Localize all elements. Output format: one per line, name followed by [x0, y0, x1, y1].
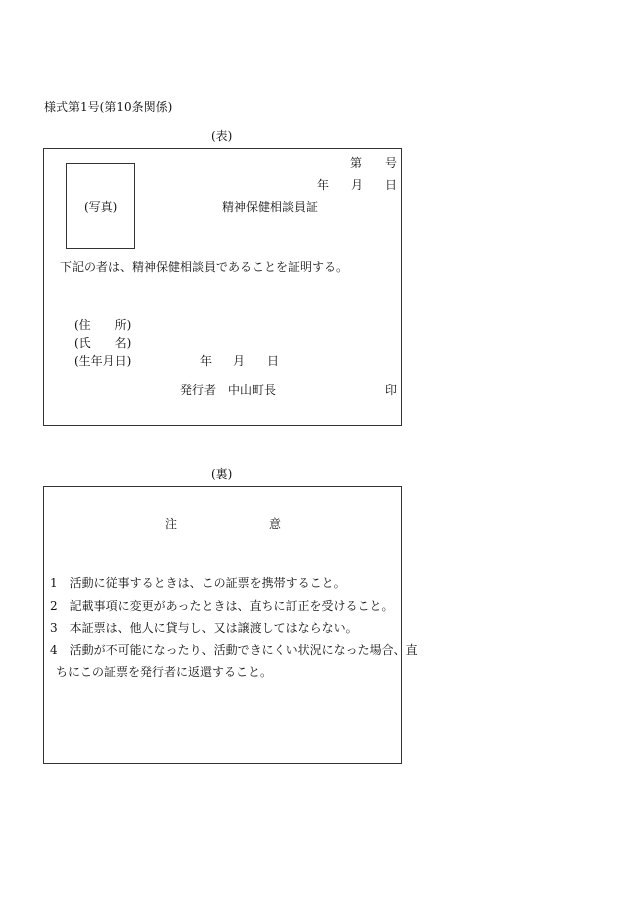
birth-label: (生年月日)	[74, 354, 132, 368]
issuer: 発行者 中山町長	[180, 383, 277, 397]
birth-month: 月	[233, 354, 246, 368]
front-card	[43, 148, 402, 426]
notice-item-1: 1 活動に従事するときは、この証票を携帯すること。	[50, 576, 346, 590]
form-title: 様式第1号(第10条関係)	[44, 100, 173, 114]
notice-item-2: 2 記載事項に変更があったときは、直ちに訂正を受けること。	[50, 599, 394, 613]
front-side-label: (表)	[211, 129, 233, 143]
notice-heading-left: 注	[165, 517, 178, 531]
card-title: 精神保健相談員証	[222, 200, 319, 214]
notice-item-4-continued: ちにこの証票を発行者に返還すること。	[56, 665, 273, 679]
certify-text: 下記の者は、精神保健相談員であることを証明する。	[60, 260, 349, 274]
address-label: (住 所)	[74, 318, 132, 332]
number-suffix: 号	[385, 156, 398, 170]
date-day: 日	[385, 178, 398, 192]
name-label: (氏 名)	[74, 336, 132, 350]
number-prefix: 第	[350, 156, 363, 170]
photo-frame	[66, 163, 135, 249]
date-month: 月	[351, 178, 364, 192]
birth-day: 日	[267, 354, 280, 368]
back-card	[43, 486, 418, 764]
date-year: 年	[317, 178, 330, 192]
birth-year: 年	[200, 354, 213, 368]
back-side-label: (裏)	[211, 467, 233, 481]
notice-heading-right: 意	[269, 517, 282, 531]
photo-label: (写真)	[84, 200, 118, 214]
seal-mark: 印	[385, 383, 398, 397]
notice-item-4: 4 活動が不可能になったり、活動できにくい状況になった場合、直	[50, 643, 418, 657]
notice-item-3: 3 本証票は、他人に貸与し、又は譲渡してはならない。	[50, 621, 358, 635]
